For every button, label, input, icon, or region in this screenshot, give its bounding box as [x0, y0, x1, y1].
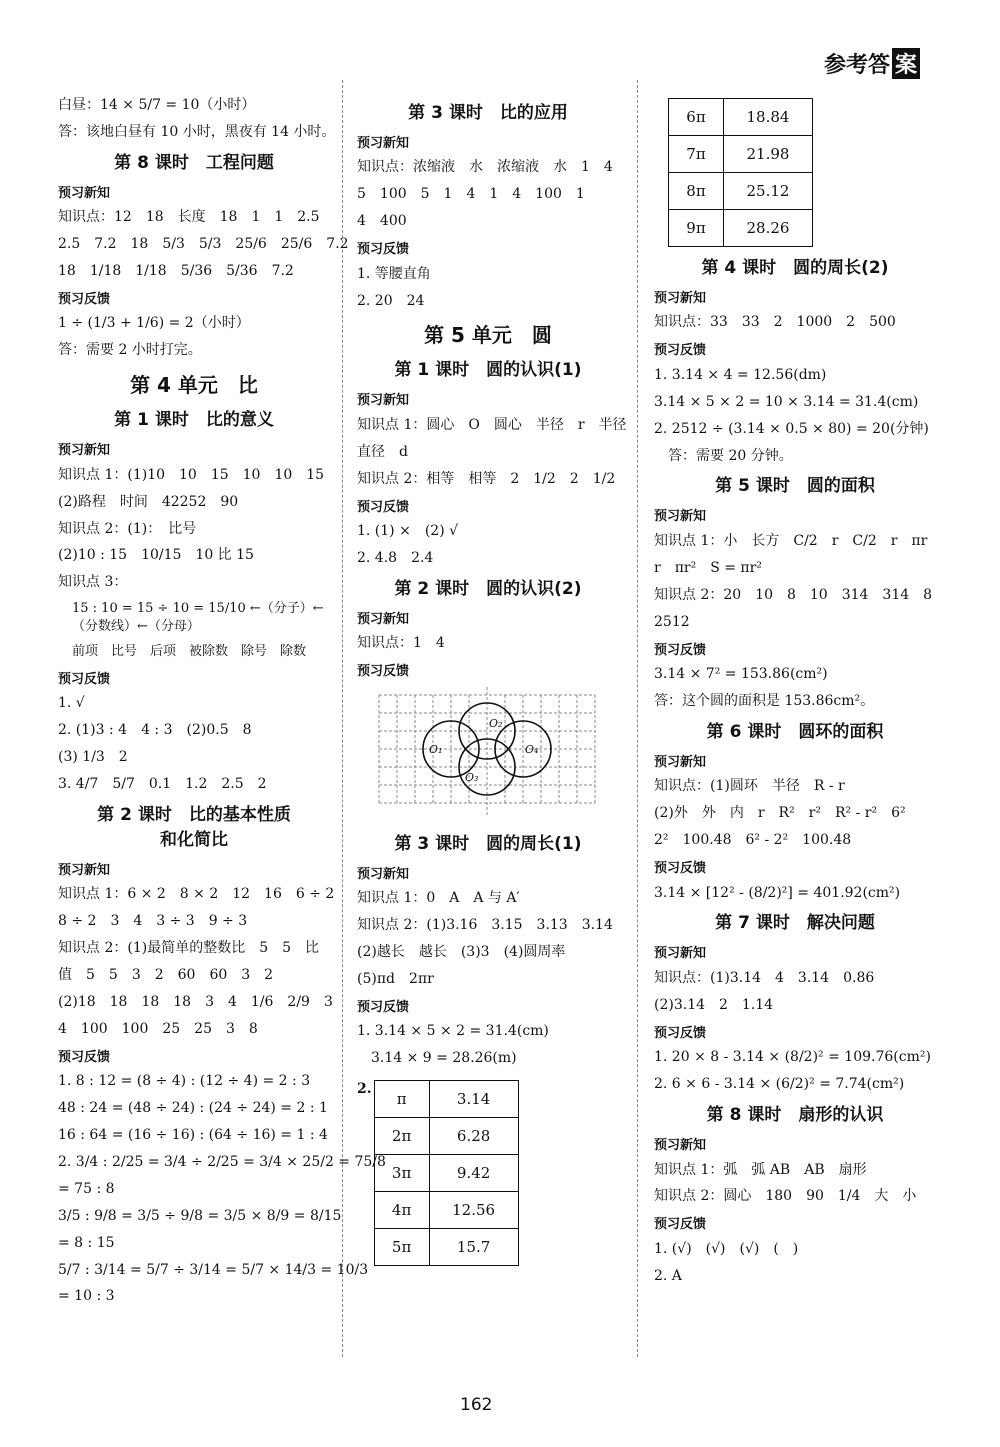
table-cell: π — [374, 1081, 429, 1118]
lesson-heading: 第 3 课时 比的应用 — [408, 103, 568, 123]
column-2 — [357, 92, 627, 1270]
center-label: O₁ — [429, 742, 443, 756]
header-title-box: 案 — [892, 48, 920, 79]
section-label: 预习反馈 — [357, 999, 410, 1015]
text-line: 直径 d — [357, 443, 408, 460]
section-label: 预习反馈 — [357, 499, 410, 515]
circle — [495, 721, 551, 777]
table-cell: 8π — [669, 173, 724, 210]
section-label: 预习新知 — [357, 866, 410, 882]
text-line: 答：该地白昼有 10 小时，黑夜有 14 小时。 — [58, 123, 336, 140]
section-label: 预习反馈 — [654, 861, 707, 877]
text-line: 知识点：1 4 — [357, 635, 445, 652]
text-line: 知识点 1：小 长方 C/2 r C/2 r πr — [654, 532, 928, 549]
section-label: 预习反馈 — [357, 664, 410, 680]
table-cell: 28.26 — [724, 210, 813, 247]
text-line: 2. A — [654, 1267, 682, 1284]
text-line: 知识点 2：圆心 180 90 1/4 大 小 — [654, 1188, 917, 1205]
center-label: O₄ — [525, 742, 539, 756]
text-line: 3.14 × 5 × 2 = 10 × 3.14 = 31.4(cm) — [654, 393, 919, 410]
text-line: 1. 3.14 × 4 = 12.56(dm) — [654, 366, 827, 383]
text-line: 48 : 24 = (48 ÷ 24) : (24 ÷ 24) = 2 : 1 — [58, 1100, 328, 1117]
lesson-heading: 第 7 课时 解决问题 — [715, 913, 875, 934]
header-title: 参考答 — [823, 52, 890, 78]
table-row — [374, 1155, 518, 1192]
lesson-heading: 第 5 课时 圆的面积 — [715, 476, 875, 497]
table-row — [374, 1192, 518, 1229]
ratio-diagram: 15 : 10 = 15 ÷ 10 = 15/10 ←（分子）←（分数线）←（分母） — [72, 601, 324, 634]
text-line: r πr² S = πr² — [654, 559, 762, 576]
text-line: 5/7 : 3/14 = 5/7 ÷ 3/14 = 5/7 × 14/3 = 10/3 — [58, 1261, 369, 1278]
text-line: 4 100 100 25 25 3 8 — [58, 1020, 258, 1037]
lesson-heading: 第 8 课时 扇形的认识 — [706, 1105, 884, 1126]
text-line: 4 400 — [357, 213, 407, 230]
section-label: 预习新知 — [357, 611, 410, 627]
text-line: 答：需要 20 分钟。 — [668, 447, 793, 464]
text-line: (2)3.14 2 1.14 — [654, 996, 774, 1013]
table-cell: 6.28 — [429, 1118, 518, 1155]
text-line: 知识点 2：(1)最简单的整数比 5 5 比 — [58, 940, 320, 957]
table-row — [669, 99, 813, 136]
table-cell: 6π — [669, 99, 724, 136]
section-label: 预习新知 — [58, 862, 111, 878]
table-cell: 18.84 — [724, 99, 813, 136]
page-number: 162 — [460, 1395, 493, 1415]
text-line: 1 ÷ (1/3 + 1/6) = 2（小时） — [58, 315, 250, 332]
section-label: 预习反馈 — [58, 1049, 111, 1065]
unit-heading: 第 4 单元 比 — [130, 373, 258, 398]
center-label: O₂ — [489, 716, 503, 730]
text-line: 答：需要 2 小时打完。 — [58, 342, 202, 359]
table-row — [374, 1229, 518, 1266]
grid-lines — [379, 687, 595, 817]
text-line: 2. 3/4 : 2/25 = 3/4 ÷ 2/25 = 3/4 × 25/2 = 75/8 — [58, 1153, 386, 1170]
section-label: 预习反馈 — [654, 1217, 707, 1233]
section-label: 预习新知 — [654, 290, 707, 306]
circumference-table-1 — [374, 1080, 519, 1266]
table-cell: 3.14 — [429, 1081, 518, 1118]
text-line: 白昼：14 × 5/7 = 10（小时） — [58, 97, 256, 113]
center-label: O₃ — [465, 770, 479, 784]
text-line: 知识点 1：6 × 2 8 × 2 12 16 6 ÷ 2 — [58, 886, 335, 903]
ratio-terms: 前项 比号 后项 被除数 除号 除数 — [72, 644, 307, 660]
table-row — [669, 173, 813, 210]
text-line: 知识点 2：(1)3.16 3.15 3.13 3.14 — [357, 917, 613, 934]
text-line: 2. (1)3 : 4 4 : 3 (2)0.5 8 — [58, 722, 252, 739]
lesson-heading: 第 4 课时 圆的周长(2) — [701, 258, 889, 278]
unit-heading: 第 5 单元 圆 — [424, 323, 552, 348]
table-cell: 9.42 — [429, 1155, 518, 1192]
text-line: 3. 4/7 5/7 0.1 1.2 2.5 2 — [58, 776, 267, 793]
text-line: 2² 100.48 6² - 2² 100.48 — [654, 832, 852, 849]
table-cell: 3π — [374, 1155, 429, 1192]
text-line: 2. 20 24 — [357, 292, 425, 309]
section-label: 预习新知 — [58, 443, 111, 459]
text-line: (2)18 18 18 18 3 4 1/6 2/9 3 — [58, 993, 333, 1010]
text-line: 知识点 2：20 10 8 10 314 314 8 — [654, 586, 933, 603]
text-line: 3.14 × 9 = 28.26(m) — [371, 1050, 517, 1067]
table-cell: 12.56 — [429, 1192, 518, 1229]
section-label: 预习反馈 — [654, 1025, 707, 1041]
text-line: 2.5 7.2 18 5/3 5/3 25/6 25/6 7.2 — [58, 236, 349, 253]
text-line: 答：这个圆的面积是 153.86cm²。 — [654, 692, 875, 709]
lesson-heading: 第 2 课时 圆的认识(2) — [394, 578, 582, 599]
section-label: 预习新知 — [654, 754, 707, 770]
table-row — [669, 210, 813, 247]
table-row — [374, 1118, 518, 1155]
section-label: 预习反馈 — [654, 343, 707, 359]
text-line: 1. 等腰直角 — [357, 265, 431, 282]
text-line: 知识点：(1)3.14 4 3.14 0.86 — [654, 969, 875, 986]
text-line: 知识点 2：相等 相等 2 1/2 2 1/2 — [357, 470, 616, 487]
lesson-heading: 第 6 课时 圆环的面积 — [706, 721, 884, 742]
text-line: (5)πd 2πr — [357, 970, 434, 987]
section-label: 预习新知 — [654, 946, 707, 962]
text-line: 知识点 3： — [58, 574, 128, 591]
circumference-table-2 — [668, 98, 813, 247]
text-line: 知识点 1：弧 弧 AB AB 扇形 — [654, 1161, 867, 1178]
text-line: 知识点 1：0 A A 与 A′ — [357, 890, 520, 907]
table-row — [669, 136, 813, 173]
text-line: 3.14 × 7² = 153.86(cm²) — [654, 666, 828, 683]
text-line: (3) 1/3 2 — [58, 749, 128, 766]
text-line: (2)10 : 15 10/15 10 比 15 — [58, 547, 254, 564]
table-cell: 15.7 — [429, 1229, 518, 1266]
text-line: 知识点：(1)圆环 半径 R - r — [654, 778, 845, 795]
lesson-heading: 和化简比 — [160, 829, 228, 850]
table-row — [374, 1081, 518, 1118]
text-line: (2)路程 时间 42252 90 — [58, 493, 239, 510]
section-label: 预习新知 — [654, 509, 707, 525]
text-line: 1. (√) (√) (√) ( ) — [654, 1240, 799, 1257]
text-line: 值 5 5 3 2 60 60 3 2 — [58, 967, 274, 984]
section-label: 预习反馈 — [357, 242, 410, 258]
text-line: 3/5 : 9/8 = 3/5 ÷ 9/8 = 3/5 × 8/9 = 8/15 — [58, 1207, 342, 1224]
text-line: 知识点 1：(1)10 10 15 10 10 15 — [58, 466, 325, 483]
circle-grid-figure — [377, 687, 619, 823]
text-line: 知识点：浓缩液 水 浓缩液 水 1 4 — [357, 159, 613, 176]
section-label: 预习新知 — [357, 393, 410, 409]
table-cell: 25.12 — [724, 173, 813, 210]
table-cell: 9π — [669, 210, 724, 247]
section-label: 预习反馈 — [58, 291, 111, 307]
section-label: 预习反馈 — [58, 671, 111, 687]
lesson-heading: 第 2 课时 比的基本性质 — [97, 804, 291, 825]
lesson-heading: 第 8 课时 工程问题 — [114, 152, 274, 173]
text-line: 1. 8 : 12 = (8 ÷ 4) : (12 ÷ 4) = 2 : 3 — [58, 1073, 311, 1090]
table-cell: 4π — [374, 1192, 429, 1229]
text-line: 16 : 64 = (16 ÷ 16) : (64 ÷ 16) = 1 : 4 — [58, 1127, 328, 1144]
text-line: 5 100 5 1 4 1 4 100 1 — [357, 186, 585, 203]
text-line: 1. √ — [58, 695, 85, 712]
text-line: 8 ÷ 2 3 4 3 ÷ 3 9 ÷ 3 — [58, 913, 248, 930]
text-line: 2512 — [654, 613, 690, 630]
item-number: 2. — [357, 1081, 372, 1098]
text-line: = 10 : 3 — [58, 1288, 115, 1305]
lesson-heading: 第 1 课时 圆的认识(1) — [394, 360, 582, 381]
text-line: 18 1/18 1/18 5/36 5/36 7.2 — [58, 263, 294, 280]
lesson-heading: 第 3 课时 圆的周长(1) — [394, 833, 582, 854]
text-line: 知识点 1：圆心 O 圆心 半径 r 半径 — [357, 416, 627, 433]
table-cell: 5π — [374, 1229, 429, 1266]
column-3 — [654, 94, 936, 1294]
text-line: 1. 3.14 × 5 × 2 = 31.4(cm) — [357, 1023, 549, 1040]
column-divider — [637, 80, 638, 1357]
text-line: 2. 4.8 2.4 — [357, 550, 434, 567]
text-line: (2)越长 越长 (3)3 (4)圆周率 — [357, 944, 566, 961]
text-line: 1. (1) × (2) √ — [357, 523, 459, 540]
text-line: 2. 6 × 6 - 3.14 × (6/2)² = 7.74(cm²) — [654, 1076, 905, 1093]
section-label: 预习新知 — [654, 1137, 707, 1153]
text-line: 2. 2512 ÷ (3.14 × 0.5 × 80) = 20(分钟) — [654, 420, 929, 437]
text-line: 知识点：12 18 长度 18 1 1 2.5 — [58, 209, 320, 226]
text-line: = 75 : 8 — [58, 1180, 115, 1197]
text-line: 知识点：33 33 2 1000 2 500 — [654, 314, 896, 331]
table-cell: 2π — [374, 1118, 429, 1155]
lesson-heading: 第 1 课时 比的意义 — [114, 410, 274, 431]
table-cell: 7π — [669, 136, 724, 173]
table-cell: 21.98 — [724, 136, 813, 173]
page-header — [824, 48, 920, 79]
section-label: 预习新知 — [357, 135, 410, 151]
section-label: 预习新知 — [58, 185, 111, 201]
section-label: 预习反馈 — [654, 642, 707, 658]
circle-grid-svg — [377, 687, 597, 817]
text-line: = 8 : 15 — [58, 1234, 115, 1251]
text-line: 知识点 2：(1)： 比号 — [58, 520, 197, 537]
text-line: 1. 20 × 8 - 3.14 × (8/2)² = 109.76(cm²) — [654, 1049, 931, 1066]
text-line: (2)外 外 内 r R² r² R² - r² 6² — [654, 805, 906, 822]
text-line: 3.14 × [12² - (8/2)²] = 401.92(cm²) — [654, 884, 901, 901]
